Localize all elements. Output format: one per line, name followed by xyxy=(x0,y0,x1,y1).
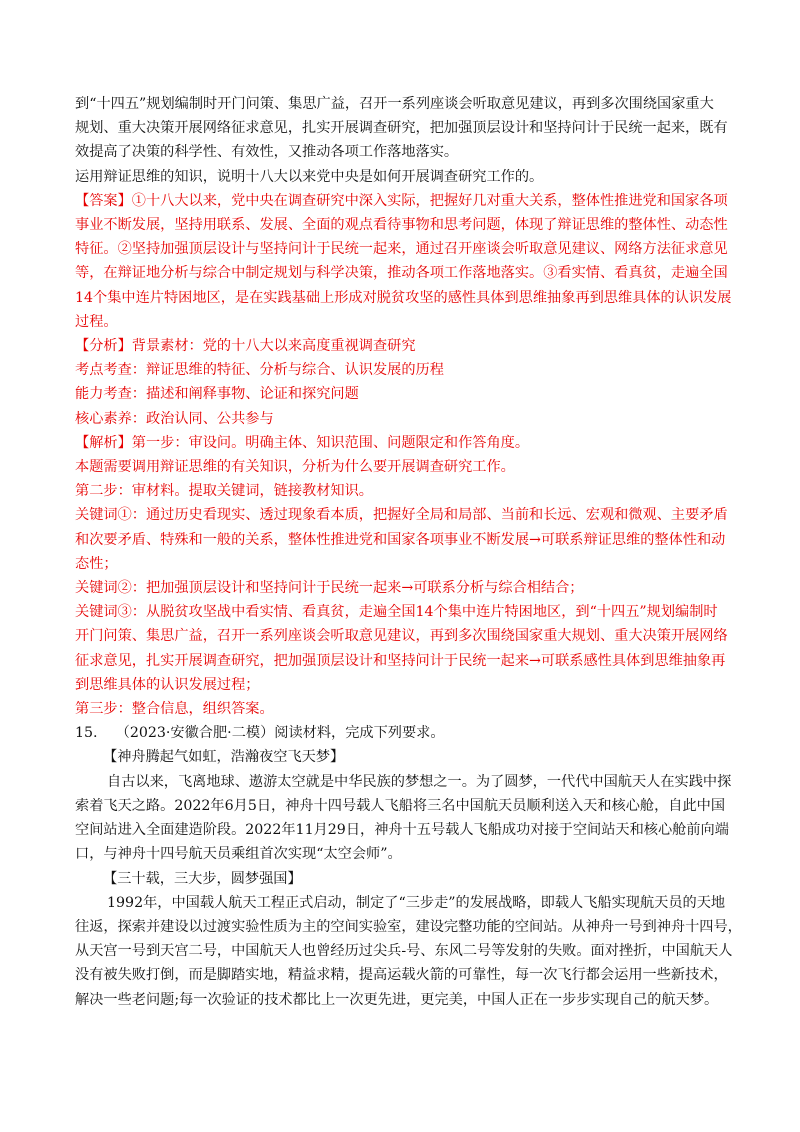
analysis-line: 能力考查：描述和阐释事物、论证和探究问题 xyxy=(75,386,359,403)
explanation-line: 和次要矛盾、特殊和一般的关系，整体性推进党和国家各项事业不断发展→可联系辩证思维的整体性和动 xyxy=(75,531,726,548)
answer-line: 事业不断发展，坚持用联系、发展、全面的观点看待事物和思考问题，体现了辩证思维的整体性、动态性 xyxy=(75,217,728,234)
answer-line: 过程。 xyxy=(75,313,118,330)
explanation-line: 关键词③：从脱贫攻坚战中看实情、看真贫，走遍全国14个集中连片特困地区，到“十四五”规划编制时 xyxy=(75,604,718,621)
top-paragraph xyxy=(75,92,750,165)
explanation-section xyxy=(75,431,750,721)
answer-line: 等，在辩证地分析与综合中制定规划与科学决策，推动各项工作落地落实。③看实情、看真贫，走遍全国 xyxy=(75,265,728,282)
answer-line: 14个集中连片特困地区，是在实践基础上形成对脱贫攻坚的感性具体到思维抽象再到思维具体的认识发展 xyxy=(75,289,732,306)
analysis-line: 考点考查：辩证思维的特征、分析与综合、认识发展的历程 xyxy=(75,362,444,379)
material-heading: 【神舟腾起气如虹，浩瀚夜空飞天梦】 xyxy=(103,749,345,766)
explanation-line: 【解析】第一步：审设问。明确主体、知识范围、问题限定和作答角度。 xyxy=(75,434,530,451)
question-15 xyxy=(75,721,750,1011)
explanation-line: 关键词①：通过历史看现实、透过现象看本质，把握好全局和局部、当前和长远、宏观和微观、主要矛盾 xyxy=(75,507,728,524)
explanation-line: 开门问策、集思广益，召开一系列座谈会听取意见建议，再到多次围绕国家重大规划、重大决策开展网络 xyxy=(75,628,728,645)
analysis-line: 核心素养：政治认同、公共参与 xyxy=(75,410,274,427)
explanation-line: 到思维具体的认识发展过程； xyxy=(75,676,260,693)
material-line: 索着飞天之路。2022年6月5日，神舟十四号载人飞船将三名中国航天员顺利送入天和核心舱，自此中国 xyxy=(75,797,726,814)
material-line: 没有被失败打倒，而是脚踏实地，精益求精，提高运载火箭的可靠性，每一次飞行都会运用一些新技术， xyxy=(75,967,728,984)
material-line: 口，与神舟十四号航天员乘组首次实现“太空会师”。 xyxy=(75,846,402,863)
explanation-line: 第二步：审材料。提取关键词，链接教材知识。 xyxy=(75,483,373,500)
explanation-line: 态性； xyxy=(75,555,118,572)
answer-line: 【答案】①十八大以来，党中央在调查研究中深入实际，把握好几对重大关系，整体性推进党和国家各项 xyxy=(75,192,728,209)
material-line: 往返，探索并建设以过渡实验性质为主的空间实验室，建设完整功能的空间站。从神舟一号到神舟十四号， xyxy=(75,918,742,935)
text-line: 效提高了决策的科学性、有效性，又推动各项工作落地落实。 xyxy=(75,144,459,161)
answer-line: 特征。②坚持加强顶层设计与坚持问计于民统一起来，通过召开座谈会听取意见建议、网络方法征求意见 xyxy=(75,241,728,258)
question-text: 运用辩证思维的知识，说明十八大以来党中央是如何开展调查研究工作的。 xyxy=(75,168,544,185)
text-line: 规划、重大决策开展网络征求意见，扎实开展调查研究，把加强顶层设计和坚持问计于民统一起来，既有 xyxy=(75,120,728,137)
question-15-stem-line xyxy=(75,721,750,745)
explanation-line: 第三步：整合信息，组织答案。 xyxy=(75,701,274,718)
material-line: 从天宫一号到天宫二号，中国航天人也曾经历过尖兵-号、东风二号等发射的失败。面对挫折，中国航天人 xyxy=(75,943,733,960)
material-line: 自古以来，飞离地球、遨游太空就是中华民族的梦想之一。为了圆梦，一代代中国航天人在实践中探 xyxy=(107,773,732,790)
question-stem: （2023·安徽合肥·二模）阅读材料，完成下列要求。 xyxy=(115,725,445,742)
explanation-line: 本题需要调用辩证思维的有关知识，分析为什么要开展调查研究工作。 xyxy=(75,459,515,476)
material-line: 1992年，中国载人航天工程正式启动，制定了“三步走”的发展战略，即载人飞船实现航天员的天地 xyxy=(107,894,726,911)
analysis-section xyxy=(75,334,750,431)
material-line: 空间站进入全面建造阶段。2022年11月29日，神舟十五号载人飞船成功对接于空间站天和核心舱前向端 xyxy=(75,822,729,839)
material-line: 解决一些老问题;每一次验证的技术都比上一次更先进，更完美，中国人正在一步步实现自己的航天梦。 xyxy=(75,991,719,1008)
material-heading: 【三十载，三大步，圆梦强国】 xyxy=(103,870,302,887)
explanation-line: 征求意见，扎实开展调查研究，把加强顶层设计和坚持问计于民统一起来→可联系感性具体到思维抽象再 xyxy=(75,652,726,669)
question-number: 15. xyxy=(75,725,98,742)
explanation-line: 关键词②：把加强顶层设计和坚持问计于民统一起来→可联系分析与综合相结合； xyxy=(75,580,584,597)
analysis-line: 【分析】背景素材：党的十八大以来高度重视调查研究 xyxy=(75,338,416,355)
answer-section xyxy=(75,189,750,334)
text-line: 到“十四五”规划编制时开门问策、集思广益，召开一系列座谈会听取意见建议，再到多次围绕国家重大 xyxy=(75,96,714,112)
